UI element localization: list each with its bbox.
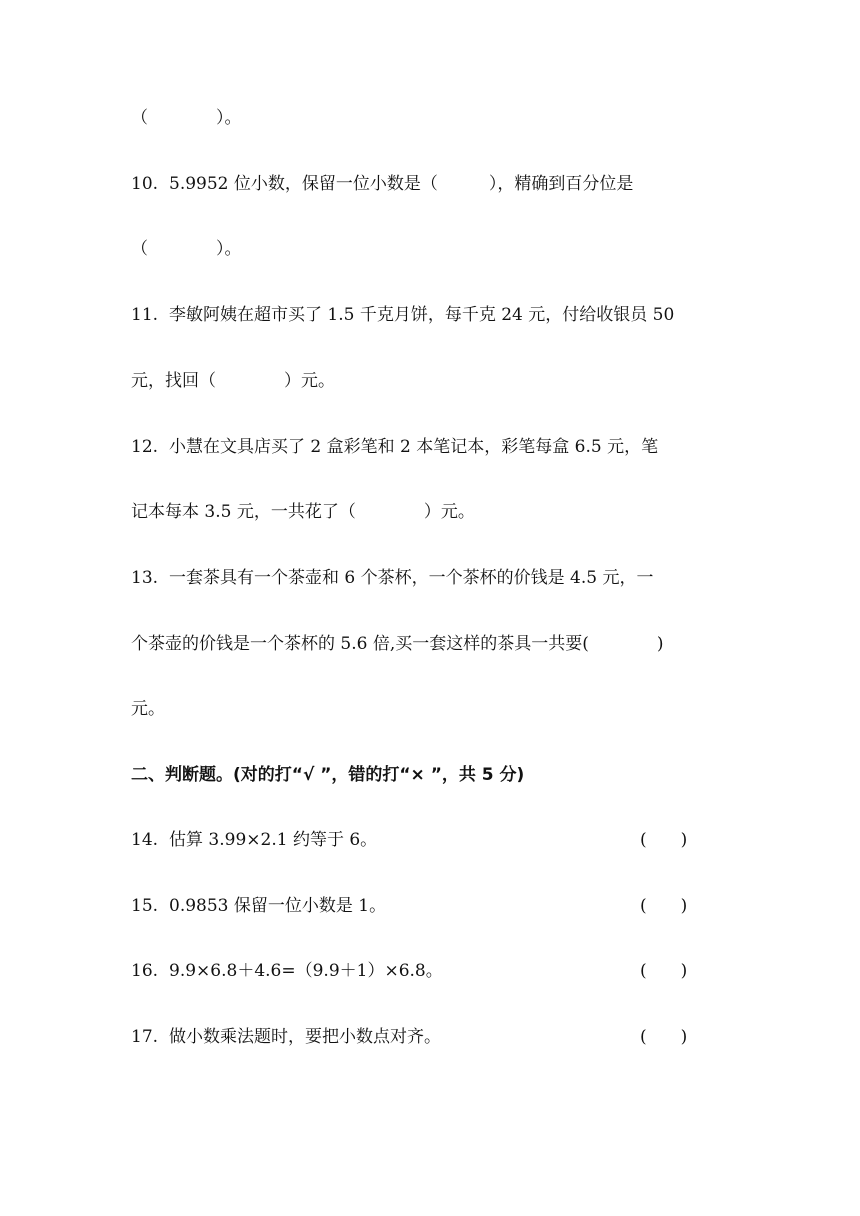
question-text: 一套茶具有一个茶壶和 6 个茶杯，一个茶杯的价钱是 4.5 元，一	[169, 568, 654, 588]
question-12	[131, 435, 658, 459]
answer-parentheses[interactable]: ( )	[640, 830, 688, 850]
text-line: 个茶壶的价钱是一个茶杯的 5.6 倍,买一套这样的茶具一共要( )	[131, 634, 664, 654]
answer-parentheses[interactable]: ( )	[640, 961, 688, 981]
text-line: 记本每本 3.5 元，一共花了（ ）元。	[131, 502, 475, 522]
question-number: 14.	[131, 830, 159, 850]
question-text: 9.9×6.8＋4.6=（9.9＋1）×6.8。	[169, 961, 443, 981]
question-number: 12.	[131, 437, 159, 457]
judgement-item	[131, 1025, 441, 1049]
question-text: 0.9853 保留一位小数是 1。	[169, 896, 387, 916]
judgement-item	[131, 894, 386, 918]
judgement-item	[131, 828, 377, 852]
question-text: 小慧在文具店买了 2 盒彩笔和 2 本笔记本，彩笔每盒 6.5 元，笔	[169, 437, 659, 457]
question-13	[131, 566, 653, 590]
question-text: 李敏阿姨在超市买了 1.5 千克月饼，每千克 24 元，付给收银员 50	[169, 305, 675, 325]
question-10	[131, 172, 633, 196]
judgement-item	[131, 959, 443, 983]
question-number: 16.	[131, 961, 159, 981]
question-number: 13.	[131, 568, 159, 588]
question-11	[131, 303, 674, 327]
text-line: （ ）。	[131, 239, 242, 259]
section-heading: 二、判断题。(对的打“√ ”，错的打“× ”，共 5 分)	[131, 765, 525, 785]
question-number: 10.	[131, 174, 159, 194]
text-line: （ ）。	[131, 108, 242, 128]
question-number: 15.	[131, 896, 159, 916]
answer-parentheses[interactable]: ( )	[640, 1027, 688, 1047]
question-text: 估算 3.99×2.1 约等于 6。	[169, 830, 378, 850]
text-line: 元。	[131, 699, 165, 719]
answer-parentheses[interactable]: ( )	[640, 896, 688, 916]
question-number: 11.	[131, 305, 159, 325]
question-text: 5.9952 位小数，保留一位小数是（ ），精确到百分位是	[169, 174, 634, 194]
text-line: 元，找回（ ）元。	[131, 371, 335, 391]
question-text: 做小数乘法题时，要把小数点对齐。	[169, 1027, 441, 1047]
question-number: 17.	[131, 1027, 159, 1047]
